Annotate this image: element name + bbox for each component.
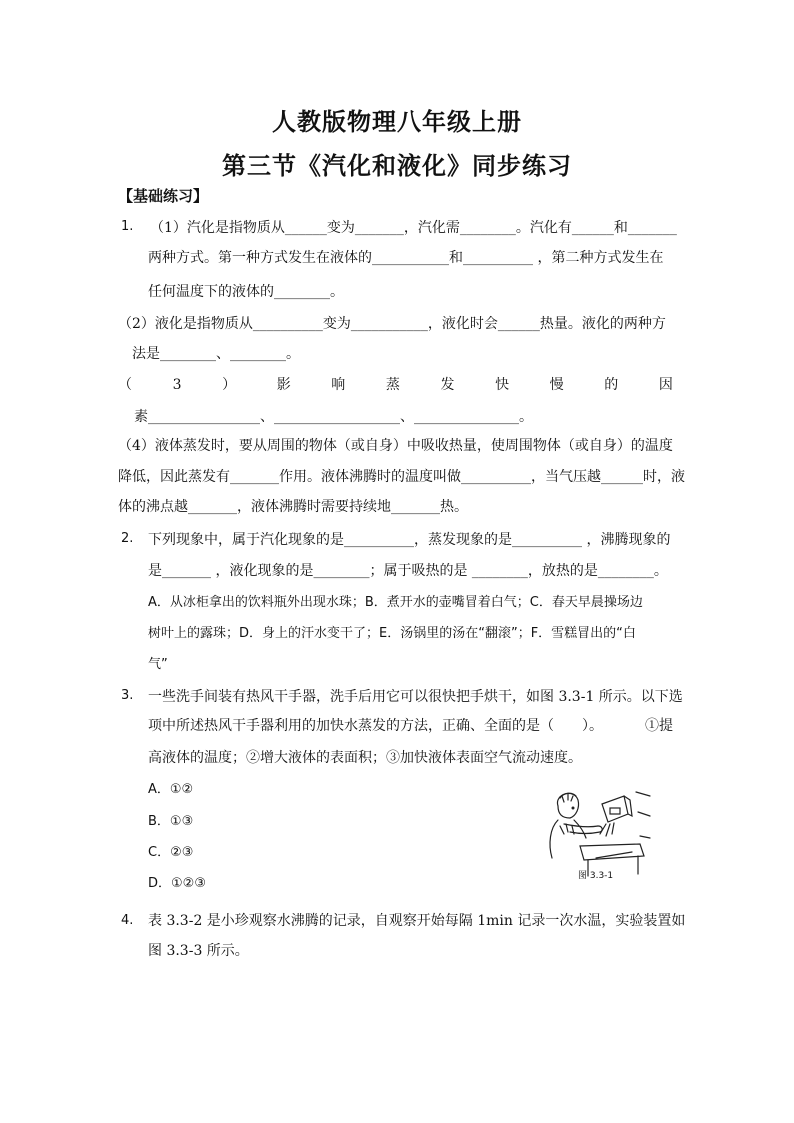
q4-line: 表 3.3-2 是小珍观察水沸腾的记录，自观察开始每隔 1min 记录一次水温，实验装置如 (148, 913, 686, 929)
spaced-char: 的 (604, 377, 619, 393)
q1-line: 体的沸点越_______，液体沸腾时需要持续地_______热。 (118, 499, 468, 515)
q3-line: 一些洗手间装有热风干手器，洗手后用它可以很快把手烘干，如图 3.3-1 所示。以下选 (148, 689, 683, 705)
q2-line: 是_______ ，液化现象的是________；属于吸热的是 ________，放热的是________。 (148, 563, 668, 579)
q1-line: 素________________、__________________、_______________。 (134, 409, 533, 425)
q1-line: 任何温度下的液体的________。 (148, 284, 344, 300)
spaced-char: 响 (331, 377, 346, 393)
q1-line: （4）液体蒸发时，要从周围的物体（或自身）中吸收热量，使周围物体（或自身）的温度 (118, 438, 673, 454)
q1-line: 降低，因此蒸发有_______作用。液体沸腾时的温度叫做__________，当气压越______时，液 (118, 469, 685, 485)
question-2-number: 2. (121, 531, 134, 546)
spaced-char: 发 (440, 377, 455, 393)
q3-line: 项中所述热风干手器利用的加快水蒸发的方法，正确、全面的是（ ）。 (148, 718, 603, 734)
q1-line: 法是________、________。 (132, 346, 300, 362)
question-3-number: 3. (121, 688, 134, 703)
spaced-char: 因 (658, 377, 673, 393)
q4-line: 图 3.3-3 所示。 (148, 943, 249, 959)
figure-caption: 图 3.3-1 (578, 871, 614, 881)
q1-line: （2）液化是指物质从__________变为___________，液化时会______热量。液化的两种方 (118, 316, 666, 332)
q3-line: 高液体的温度；②增大液体的表面积；③加快液体表面空气流动速度。 (148, 750, 582, 766)
page-title: 人教版物理八年级上册 (272, 107, 522, 136)
q3-option-d: D．①②③ (148, 876, 206, 891)
q2-options-line: 气” (148, 657, 168, 672)
q3-line: ①提 (645, 718, 673, 734)
q1-line: （1）汽化是指物质从______变为_______，汽化需________。汽化有______和_______ (150, 220, 677, 236)
spaced-char: 快 (495, 377, 510, 393)
q2-line: 下列现象中，属于汽化现象的是__________，蒸发现象的是__________ ，沸腾现象的 (148, 532, 671, 548)
q3-option-a: A．①② (148, 782, 194, 797)
q1-spaced-line (118, 375, 673, 395)
spaced-char: 3 (172, 377, 182, 393)
question-4-number: 4. (121, 913, 134, 928)
q1-line: 两种方式。第一种方式发生在液体的___________和__________ ，第二种方式发生在 (148, 250, 664, 266)
hand-dryer-illustration (540, 786, 652, 878)
q2-options-line: 树叶上的露珠；D．身上的汗水变干了；E．汤锅里的汤在“翻滚”；F．雪糕冒出的“白 (148, 626, 636, 641)
spaced-char: 影 (276, 377, 291, 393)
question-1-number: 1. (121, 219, 134, 234)
spaced-char: 蒸 (385, 377, 400, 393)
spaced-char: 慢 (549, 377, 564, 393)
spaced-char: （ (118, 377, 132, 393)
q2-options-line: A．从冰柜拿出的饮料瓶外出现水珠；B．煮开水的壶嘴冒着白气；C．春天早晨操场边 (148, 595, 643, 610)
page-subtitle: 第三节《汽化和液化》同步练习 (222, 151, 572, 180)
section-heading: 【基础练习】 (118, 187, 209, 205)
q3-option-c: C．②③ (148, 845, 194, 860)
spaced-char: ） (222, 377, 237, 393)
q3-option-b: B．①③ (148, 814, 194, 829)
